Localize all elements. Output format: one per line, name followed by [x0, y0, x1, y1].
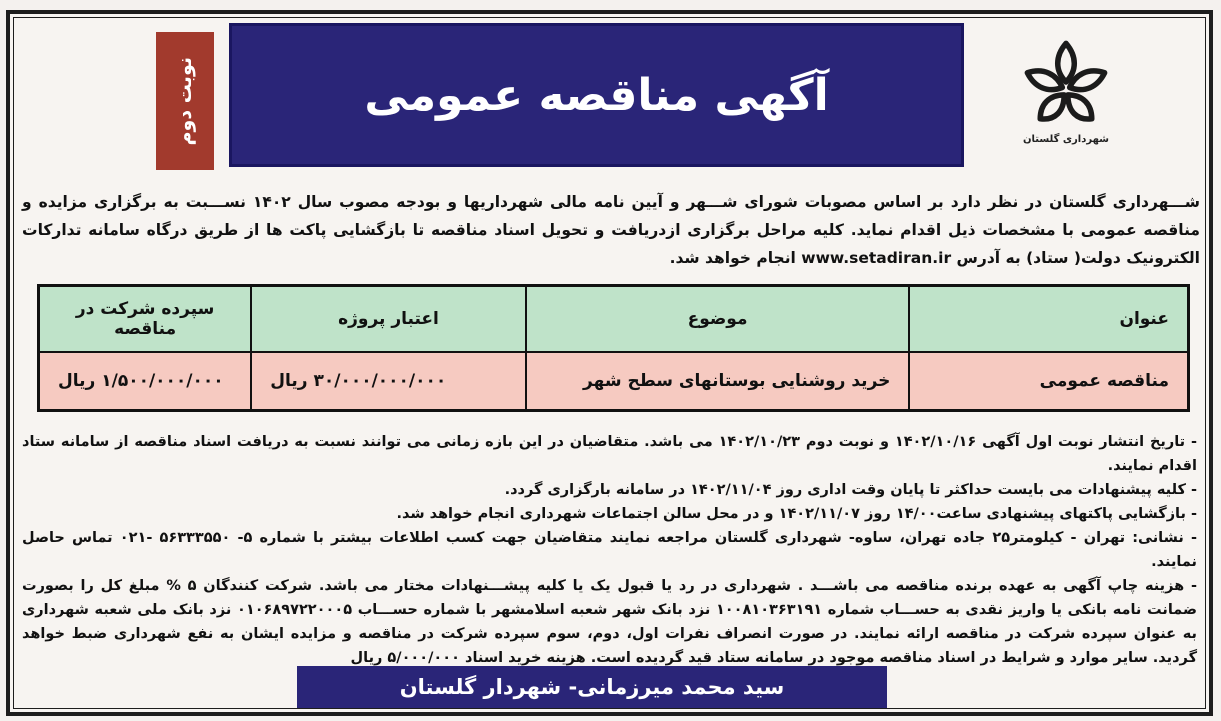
column-header-title: عنوان	[909, 286, 1188, 352]
flower-logo-icon	[1020, 32, 1112, 132]
round-badge-label: نوبت دوم	[174, 56, 196, 146]
cell-budget: ۳۰/۰۰۰/۰۰۰/۰۰۰ ریال	[251, 352, 525, 411]
detail-item-deadline: - کلیه پیشنهادات می بایست حداکثر تا پایان وقت اداری روز ۱۴۰۲/۱۱/۰۴ در سامانه بارگزاری گردد.	[504, 482, 1197, 498]
detail-item-opening: - بازگشایی پاکتهای پیشنهادی ساعت۱۴/۰۰ روز ۱۴۰۲/۱۱/۰۷ و در محل سالن اجتماعات شهرداری انجام خواهد شد.	[396, 506, 1197, 522]
logo-caption: شهرداری گلستان	[1022, 134, 1110, 145]
signature-banner	[297, 666, 887, 708]
municipality-logo	[1016, 32, 1116, 167]
detail-item-address: - نشانی: تهران - کیلومتر۲۵ جاده تهران، ساوه- شهرداری گلستان مراجعه نمایند متقاضیان جهت کسب اطلاعات بیشتر با شماره ۵- ۵۶۳۳۳۵۵۰ -۰۲۱ تماس حاصل نمایند.	[22, 530, 1197, 570]
detail-item-conditions: - هزینه چاپ آگهی به عهده برنده مناقصه می باشـــد . شهرداری در رد یا قبول یک یا کلیه پیشـــنهادات مختار می باشد. شرکت کنندگان ۵ % مبلغ کل را بصورت ضمانت نامه بانکی یا واریز نقدی به حســـاب شماره ۱۰۰۸۱۰۳۶۳۱۹۱ نزد بانک شهر شعبه اسلامشهر با شماره حســـاب ۰۱۰۶۸۹۷۲۲۰۰۰۵ نزد بانک ملی شعبه شهرداری به عنوان سپرده شرکت در مناقصه ارائه نمایند. در صورت انصراف نفرات اول، دوم، سوم سپرده شرکت در مناقصه و مزایده ایشان به نفع شهرداری ضبط خواهد گردید. سایر موارد و شرایط در اسناد مناقصه موجود در سامانه ستاد قید گردیده است. هزینه خرید اسناد ۵/۰۰۰/۰۰۰ ریال	[22, 578, 1198, 666]
tender-table	[37, 284, 1190, 412]
cell-deposit: ۱/۵۰۰/۰۰۰/۰۰۰ ریال	[39, 352, 252, 411]
signature-text: سید محمد میرزمانی- شهردار گلستان	[399, 675, 785, 699]
page-title: آگهی مناقصه عمومی	[364, 69, 829, 121]
detail-item-dates: - تاریخ انتشار نوبت اول آگهی ۱۴۰۲/۱۰/۱۶ و نوبت دوم ۱۴۰۲/۱۰/۲۳ می باشد. متقاضیان در این بازه زمانی می توانند نسبت به دریافت اسناد مناقصه از سامانه ستاد اقدام نمایند.	[22, 434, 1197, 474]
intro-paragraph: شـــهرداری گلستان در نظر دارد بر اساس مصوبات شورای شـــهر و آیین نامه مالی شهرداریها و بودجه مصوب سال ۱۴۰۲ نســـبت به برگزاری مزایده و مناقصه عمومی با مشخصات ذیل اقدام نماید. کلیه مراحل برگزاری ازدریافت و تحویل اسناد مناقصه تا بازگشایی پاکت ها از طریق درگاه سامانه تدارکات الکترونیک دولت( ستاد) به آدرس www.setadiran.ir انجام خواهد شد.	[22, 193, 1201, 267]
title-banner	[229, 23, 964, 167]
details-section	[22, 430, 1197, 670]
cell-title: مناقصه عمومی	[909, 352, 1188, 411]
column-header-subject: موضوع	[526, 286, 910, 352]
column-header-budget: اعتبار پروژه	[251, 286, 525, 352]
column-header-deposit: سپرده شرکت در مناقصه	[39, 286, 252, 352]
cell-subject: خرید روشنایی بوستانهای سطح شهر	[526, 352, 910, 411]
table-row	[39, 352, 1189, 411]
table-header-row	[39, 286, 1189, 352]
round-badge	[156, 32, 214, 170]
